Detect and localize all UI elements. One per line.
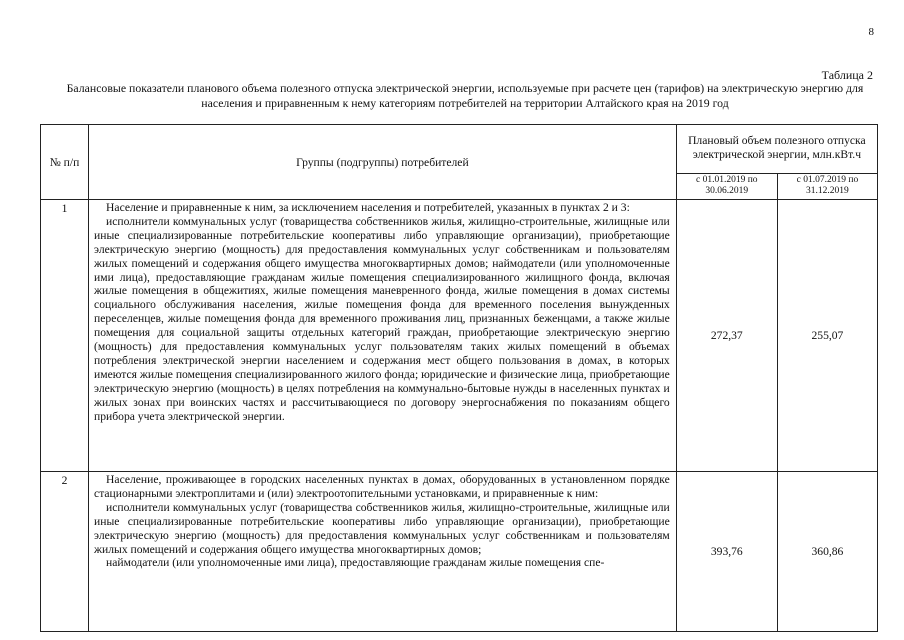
row-number: 1 xyxy=(41,200,89,472)
row-value-first-half: 272,37 xyxy=(676,200,777,472)
table-row xyxy=(41,200,878,472)
header-period-first-half: с 01.01.2019 по 30.06.2019 xyxy=(676,173,777,199)
balance-table xyxy=(40,124,878,632)
header-period-second-half: с 01.07.2019 по 31.12.2019 xyxy=(777,173,877,199)
table-row xyxy=(41,472,878,632)
row-paragraph: исполнители коммунальных услуг (товарищества собственников жилья, жилищно-строительные, жилищные или иные специализированные потребительские кооперативы либо управляющие организации), приобретающие электрическую энергию (мощность) для предоставления коммунальных услуг собственникам и пользователям жилых помещений и содержания общего имущества многоквартирных домов; наймодатели (или уполномоченные ими лица), предоставляющие гражданам жилые помещения специализированного жилищного фонда, включая жилые помещения в общежитиях, жилые помещения маневренного фонда, жилые помещения в домах системы социального обслуживания населения, жилые помещения фонда для временного поселения вынужденных переселенцев, жилые помещения фонда для временного проживания лиц, признанных беженцами, а также жилые помещения для социальной защиты отдельных категорий граждан, приобретающие электрическую энергию (мощность) для предоставления коммунальных услуг пользователям таких жилых помещений в объемах потребления электрической энергии населением и содержания мест общего пользования в домах, в которых имеются жилые помещения специализированного жилого фонда; юридические и физические лица, приобретающие электрическую энергию (мощность) в целях потребления на коммунально-бытовые нужды в населенных пунктах и жилых зонах при воинских частях и рассчитывающиеся по договору энергоснабжения по показаниям общего прибора учета электрической энергии. xyxy=(94,214,670,423)
row-value-first-half: 393,76 xyxy=(676,472,777,632)
row-paragraph: Население и приравненные к ним, за исключением населения и потребителей, указанных в пунктах 2 и 3: xyxy=(106,201,630,214)
row-paragraph: исполнители коммунальных услуг (товарищества собственников жилья, жилищно-строительные, жилищные или иные специализированные потребительские кооперативы либо управляющие организации), приобретающие электрическую энергию (мощность) для предоставления коммунальных услуг собственникам и пользователям жилых помещений и содержания общего имущества многоквартирных домов; xyxy=(94,500,670,556)
header-number: № п/п xyxy=(41,125,89,200)
row-paragraph: наймодатели (или уполномоченные ими лица), предоставляющие гражданам жилые помещения спе- xyxy=(106,556,605,570)
row-value-second-half: 360,86 xyxy=(777,472,877,632)
document-title: Балансовые показатели планового объема полезного отпуска электрической энергии, используемые при расчете цен (тарифов) на электрическую энергию для населения и приравненным к нему категориям потребителей на территории Алтайского края на 2019 год xyxy=(66,81,864,110)
row-paragraph: Население, проживающее в городских населенных пунктах в домах, оборудованных в установленном порядке стационарными электроплитами и (или) электроотопительными установками, и приравненные к ним: xyxy=(94,473,670,500)
row-number: 2 xyxy=(41,472,89,632)
row-description xyxy=(89,472,677,632)
header-consumer-groups: Группы (подгруппы) потребителей xyxy=(89,125,677,200)
table-label: Таблица 2 xyxy=(821,68,873,82)
header-planned-volume: Плановый объем полезного отпуска электрической энергии, млн.кВт.ч xyxy=(676,125,877,174)
page-number: 8 xyxy=(868,26,874,38)
table-header-row xyxy=(41,125,878,174)
row-value-second-half: 255,07 xyxy=(777,200,877,472)
row-description xyxy=(89,200,677,472)
